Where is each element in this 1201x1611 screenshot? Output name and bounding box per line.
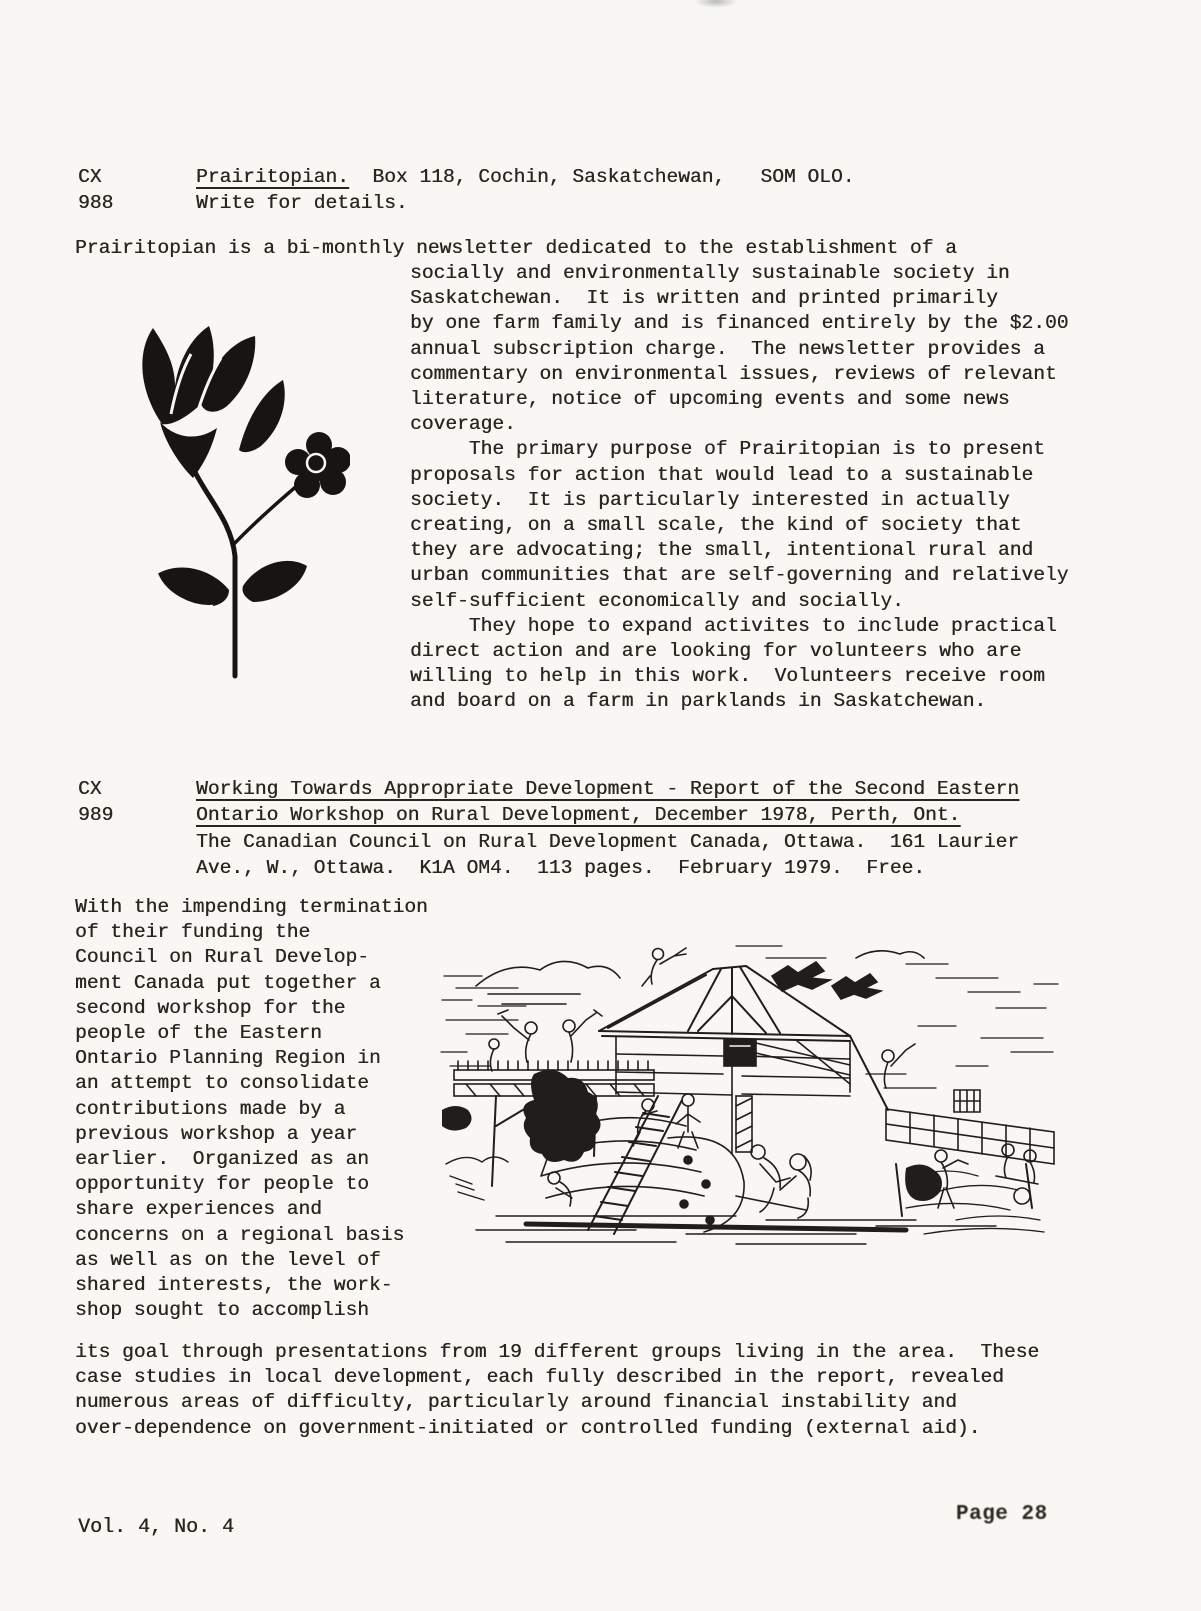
text-line: The primary purpose of Prairitopian is to present	[410, 438, 1045, 461]
entry2-title-line2: Ontario Workshop on Rural Development, December 1978, Perth, Ont.	[196, 804, 961, 827]
text-line: self-sufficient economically and socially.	[410, 589, 904, 612]
entry1-title-line1	[196, 164, 854, 190]
entry2-source-line2: Ave., W., Ottawa. K1A OM4. 113 pages. February 1979. Free.	[196, 857, 926, 880]
text-line: case studies in local development, each fully described in the report, revealed	[75, 1366, 1004, 1389]
text-line: ment Canada put together a	[75, 971, 381, 994]
text-line: by one farm family and is financed entirely by the $2.00	[410, 312, 1069, 335]
text-line: its goal through presentations from 19 different groups living in the area. These	[75, 1341, 1040, 1363]
text-line: coverage.	[410, 413, 516, 436]
text-line: concerns on a regional basis	[75, 1223, 405, 1246]
entry1-paragraph-first-line: Prairitopian is a bi-monthly newsletter dedicated to the establishment of a	[75, 237, 957, 259]
entry2-left-column	[75, 895, 428, 1323]
text-line: commentary on environmental issues, reviews of relevant	[410, 362, 1057, 385]
entry1-title-name: Prairitopian.	[196, 166, 349, 188]
entry1-code: CX	[78, 166, 102, 188]
text-line: over-dependence on government-initiated or controlled funding (external aid).	[75, 1416, 981, 1439]
text-line: and board on a farm in parklands in Saskatchewan.	[410, 690, 987, 713]
text-line: literature, notice of upcoming events and some news	[410, 388, 1010, 411]
entry2-title-column	[196, 776, 1019, 882]
text-line: shop sought to accomplish	[75, 1299, 369, 1322]
text-line: society. It is particularly interested in actually	[410, 488, 1010, 511]
text-line: previous workshop a year	[75, 1122, 358, 1145]
text-line: numerous areas of difficulty, particularly around financial instability and	[75, 1391, 957, 1414]
text-line: annual subscription charge. The newsletter provides a	[410, 337, 1045, 360]
text-line: of their funding the	[75, 921, 311, 944]
entry1-title-address: Box 118, Cochin, Saskatchewan, SOM OLO.	[348, 166, 855, 188]
entry1-title-line2: Write for details.	[196, 192, 408, 215]
entry2-source-line1: The Canadian Council on Rural Development Canada, Ottawa. 161 Laurier	[196, 830, 1020, 853]
entry2-code: CX	[78, 778, 102, 800]
text-line: second workshop for the	[75, 996, 346, 1019]
text-line: opportunity for people to	[75, 1173, 369, 1196]
text-line: people of the Eastern	[75, 1022, 322, 1045]
text-line: share experiences and	[75, 1198, 322, 1221]
ladder	[588, 1096, 682, 1234]
flower-illustration	[105, 302, 350, 695]
text-line: an attempt to consolidate	[75, 1072, 369, 1095]
text-line: urban communities that are self-governing and relatively	[410, 564, 1069, 587]
scan-smudge	[694, 0, 738, 8]
construction-woodcut-illustration	[436, 924, 1062, 1252]
text-line: proposals for action that would lead to a sustainable	[410, 463, 1034, 486]
text-line: as well as on the level of	[75, 1248, 381, 1271]
text-line: contributions made by a	[75, 1097, 346, 1120]
text-line: With the impending termination	[75, 896, 428, 918]
entry2-title-line1: Working Towards Appropriate Development - Report of the Second Eastern	[196, 778, 1020, 800]
entry2-bottom-paragraph	[75, 1340, 1039, 1441]
flower-small-bloom	[285, 432, 350, 498]
text-line: willing to help in this work. Volunteers receive room	[410, 665, 1045, 688]
entry2-code-column	[78, 776, 113, 829]
text-line: shared interests, the work-	[75, 1274, 393, 1297]
entry1-paragraph-body	[410, 261, 1068, 715]
text-line: They hope to expand activites to include practical	[410, 614, 1057, 637]
footer-page-number: Page 28	[956, 1503, 1048, 1526]
scaffold-workers	[489, 1010, 602, 1071]
entry2-number: 989	[78, 804, 114, 827]
entry1-code-column	[78, 164, 113, 217]
entry1-number: 988	[78, 192, 114, 215]
text-line: Council on Rural Develop-	[75, 946, 369, 969]
text-line: direct action and are looking for volunteers who are	[410, 640, 1022, 663]
building-walls	[616, 1036, 850, 1154]
barrel	[954, 1090, 980, 1112]
text-line: creating, on a small scale, the kind of society that	[410, 514, 1022, 537]
text-line: Saskatchewan. It is written and printed primarily	[410, 287, 998, 310]
text-line: Ontario Planning Region in	[75, 1047, 381, 1070]
flower-blossom	[142, 326, 284, 478]
entry1-title-column	[196, 164, 854, 217]
text-line: they are advocating; the small, intentional rural and	[410, 539, 1034, 562]
dark-foliage-mass	[442, 1070, 942, 1201]
roofer-figure	[642, 948, 686, 986]
text-line: socially and environmentally sustainable society in	[410, 262, 1010, 284]
text-line: earlier. Organized as an	[75, 1148, 369, 1171]
footer-volume: Vol. 4, No. 4	[78, 1516, 235, 1539]
right-scaffold	[850, 1036, 1054, 1216]
